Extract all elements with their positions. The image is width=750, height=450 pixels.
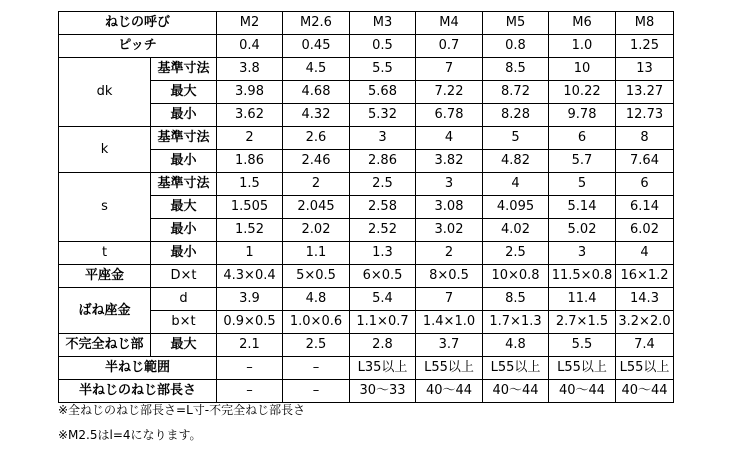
sub-label: 最小 bbox=[151, 104, 217, 127]
table-row bbox=[59, 219, 674, 242]
table-cell: 3.62 bbox=[217, 104, 283, 127]
table-cell: 6.02 bbox=[616, 219, 674, 242]
table-cell: 1.0×0.6 bbox=[283, 311, 350, 334]
sub-label: D×t bbox=[151, 265, 217, 288]
sub-label: 最大 bbox=[151, 81, 217, 104]
table-cell: 0.8 bbox=[483, 35, 549, 58]
sub-label: 最大 bbox=[151, 196, 217, 219]
table-cell: 40～44 bbox=[483, 380, 549, 403]
table-row bbox=[59, 104, 674, 127]
table-cell: – bbox=[217, 357, 283, 380]
table-cell: 13.27 bbox=[616, 81, 674, 104]
sub-label: b×t bbox=[151, 311, 217, 334]
table-cell: 7 bbox=[416, 58, 483, 81]
table-cell: 6 bbox=[616, 173, 674, 196]
table-cell: 0.7 bbox=[416, 35, 483, 58]
table-cell: 4.5 bbox=[283, 58, 350, 81]
table-cell: L55以上 bbox=[483, 357, 549, 380]
table-cell: 2.7×1.5 bbox=[549, 311, 616, 334]
table-cell: 6.14 bbox=[616, 196, 674, 219]
table-cell: 0.5 bbox=[350, 35, 416, 58]
row-label: ピッチ bbox=[59, 35, 217, 58]
table-cell: 5.5 bbox=[350, 58, 416, 81]
table-cell: 5.4 bbox=[350, 288, 416, 311]
screw-spec-table bbox=[58, 11, 674, 403]
table-cell: 0.9×0.5 bbox=[217, 311, 283, 334]
row-label: 半ねじのねじ部長さ bbox=[59, 380, 217, 403]
table-cell: L55以上 bbox=[416, 357, 483, 380]
header-row bbox=[59, 12, 674, 35]
table-cell: 6 bbox=[549, 127, 616, 150]
size-header: M8 bbox=[616, 12, 674, 35]
table-cell: 4 bbox=[616, 242, 674, 265]
table-row bbox=[59, 288, 674, 311]
table-cell: 13 bbox=[616, 58, 674, 81]
group-label: 平座金 bbox=[59, 265, 151, 288]
table-cell: 2.6 bbox=[283, 127, 350, 150]
table-cell: 3.7 bbox=[416, 334, 483, 357]
table-cell: 14.3 bbox=[616, 288, 674, 311]
table-cell: 2.045 bbox=[283, 196, 350, 219]
table-cell: 1.1×0.7 bbox=[350, 311, 416, 334]
table-cell: 2 bbox=[416, 242, 483, 265]
table-cell: 11.5×0.8 bbox=[549, 265, 616, 288]
table-row bbox=[59, 196, 674, 219]
table-row bbox=[59, 173, 674, 196]
table-cell: 40～44 bbox=[616, 380, 674, 403]
table-cell: 3 bbox=[416, 173, 483, 196]
table-cell: 8.28 bbox=[483, 104, 549, 127]
table-cell: 8.72 bbox=[483, 81, 549, 104]
table-row bbox=[59, 35, 674, 58]
table-cell: 40～44 bbox=[416, 380, 483, 403]
group-label: s bbox=[59, 173, 151, 242]
table-cell: 6.78 bbox=[416, 104, 483, 127]
table-cell: 8 bbox=[616, 127, 674, 150]
table-row bbox=[59, 311, 674, 334]
table-cell: 8.5 bbox=[483, 58, 549, 81]
table-cell: 16×1.2 bbox=[616, 265, 674, 288]
table-cell: 2.86 bbox=[350, 150, 416, 173]
sub-label: d bbox=[151, 288, 217, 311]
table-cell: 5.68 bbox=[350, 81, 416, 104]
table-cell: 5.7 bbox=[549, 150, 616, 173]
table-row bbox=[59, 334, 674, 357]
table-cell: 3.82 bbox=[416, 150, 483, 173]
table-cell: 4.32 bbox=[283, 104, 350, 127]
table-cell: 4.095 bbox=[483, 196, 549, 219]
table-cell: 2.5 bbox=[283, 334, 350, 357]
table-cell: 1.5 bbox=[217, 173, 283, 196]
table-cell: 3.2×2.0 bbox=[616, 311, 674, 334]
table-cell: L55以上 bbox=[549, 357, 616, 380]
table-cell: – bbox=[217, 380, 283, 403]
sub-label: 基準寸法 bbox=[151, 58, 217, 81]
table-row bbox=[59, 242, 674, 265]
table-cell: 4 bbox=[483, 173, 549, 196]
sub-label: 基準寸法 bbox=[151, 173, 217, 196]
group-label: ばね座金 bbox=[59, 288, 151, 334]
table-cell: 1.3 bbox=[350, 242, 416, 265]
table-cell: 5×0.5 bbox=[283, 265, 350, 288]
table-cell: 4 bbox=[416, 127, 483, 150]
table-cell: 2.02 bbox=[283, 219, 350, 242]
sub-label: 最小 bbox=[151, 150, 217, 173]
table-cell: 1.505 bbox=[217, 196, 283, 219]
table-cell: 2.52 bbox=[350, 219, 416, 242]
table-row bbox=[59, 58, 674, 81]
table-cell: 3 bbox=[350, 127, 416, 150]
sub-label: 最小 bbox=[151, 219, 217, 242]
size-header: M4 bbox=[416, 12, 483, 35]
table-cell: 7.22 bbox=[416, 81, 483, 104]
table-cell: 6×0.5 bbox=[350, 265, 416, 288]
table-row bbox=[59, 357, 674, 380]
table-cell: 4.8 bbox=[283, 288, 350, 311]
table-cell: 10.22 bbox=[549, 81, 616, 104]
sub-label: 最小 bbox=[151, 242, 217, 265]
table-cell: 4.02 bbox=[483, 219, 549, 242]
table-cell: 3.98 bbox=[217, 81, 283, 104]
table-cell: 30～33 bbox=[350, 380, 416, 403]
table-row bbox=[59, 265, 674, 288]
size-header: M2 bbox=[217, 12, 283, 35]
table-cell: 1.7×1.3 bbox=[483, 311, 549, 334]
header-label: ねじの呼び bbox=[59, 12, 217, 35]
table-cell: 4.68 bbox=[283, 81, 350, 104]
table-cell: 1 bbox=[217, 242, 283, 265]
table-cell: 4.8 bbox=[483, 334, 549, 357]
table-cell: 10 bbox=[549, 58, 616, 81]
table-cell: L35以上 bbox=[350, 357, 416, 380]
table-cell: 8.5 bbox=[483, 288, 549, 311]
table-cell: 1.0 bbox=[549, 35, 616, 58]
size-header: M5 bbox=[483, 12, 549, 35]
table-cell: 0.45 bbox=[283, 35, 350, 58]
table-cell: 7.4 bbox=[616, 334, 674, 357]
table-cell: 3.02 bbox=[416, 219, 483, 242]
group-label: 不完全ねじ部 bbox=[59, 334, 151, 357]
table-cell: 1.1 bbox=[283, 242, 350, 265]
group-label: k bbox=[59, 127, 151, 173]
table-cell: 3.8 bbox=[217, 58, 283, 81]
table-cell: 40～44 bbox=[549, 380, 616, 403]
table-row bbox=[59, 127, 674, 150]
table-cell: 2 bbox=[217, 127, 283, 150]
table-row bbox=[59, 380, 674, 403]
table-cell: 8×0.5 bbox=[416, 265, 483, 288]
table-cell: 4.3×0.4 bbox=[217, 265, 283, 288]
table-cell: 5.02 bbox=[549, 219, 616, 242]
table-cell: L55以上 bbox=[616, 357, 674, 380]
row-label: 半ねじ範囲 bbox=[59, 357, 217, 380]
table-cell: 2 bbox=[283, 173, 350, 196]
table-cell: 9.78 bbox=[549, 104, 616, 127]
table-cell: 0.4 bbox=[217, 35, 283, 58]
table-cell: 1.25 bbox=[616, 35, 674, 58]
table-row bbox=[59, 81, 674, 104]
table-cell: – bbox=[283, 357, 350, 380]
table-cell: 7 bbox=[416, 288, 483, 311]
group-label: dk bbox=[59, 58, 151, 127]
table-cell: 7.64 bbox=[616, 150, 674, 173]
footnote: ※M2.5はl=4になります。 bbox=[58, 428, 202, 442]
table-cell: 1.52 bbox=[217, 219, 283, 242]
table-cell: 5.32 bbox=[350, 104, 416, 127]
table-cell: 2.1 bbox=[217, 334, 283, 357]
table-cell: 1.86 bbox=[217, 150, 283, 173]
table-cell: 10×0.8 bbox=[483, 265, 549, 288]
table-cell: 1.4×1.0 bbox=[416, 311, 483, 334]
table-cell: 2.5 bbox=[483, 242, 549, 265]
table-cell: 2.58 bbox=[350, 196, 416, 219]
table-cell: 5 bbox=[549, 173, 616, 196]
size-header: M2.6 bbox=[283, 12, 350, 35]
table-cell: 4.82 bbox=[483, 150, 549, 173]
size-header: M6 bbox=[549, 12, 616, 35]
size-header: M3 bbox=[350, 12, 416, 35]
table-cell: – bbox=[283, 380, 350, 403]
table-cell: 3.08 bbox=[416, 196, 483, 219]
table-cell: 11.4 bbox=[549, 288, 616, 311]
table-cell: 5.14 bbox=[549, 196, 616, 219]
table-cell: 2.46 bbox=[283, 150, 350, 173]
table-cell: 3.9 bbox=[217, 288, 283, 311]
group-label: t bbox=[59, 242, 151, 265]
table-cell: 5 bbox=[483, 127, 549, 150]
sub-label: 最大 bbox=[151, 334, 217, 357]
table-cell: 12.73 bbox=[616, 104, 674, 127]
table-cell: 3 bbox=[549, 242, 616, 265]
table-cell: 2.5 bbox=[350, 173, 416, 196]
sub-label: 基準寸法 bbox=[151, 127, 217, 150]
table-row bbox=[59, 150, 674, 173]
table-cell: 2.8 bbox=[350, 334, 416, 357]
table-cell: 5.5 bbox=[549, 334, 616, 357]
footnote: ※全ねじのねじ部長さ=L寸-不完全ねじ部長さ bbox=[58, 403, 306, 417]
